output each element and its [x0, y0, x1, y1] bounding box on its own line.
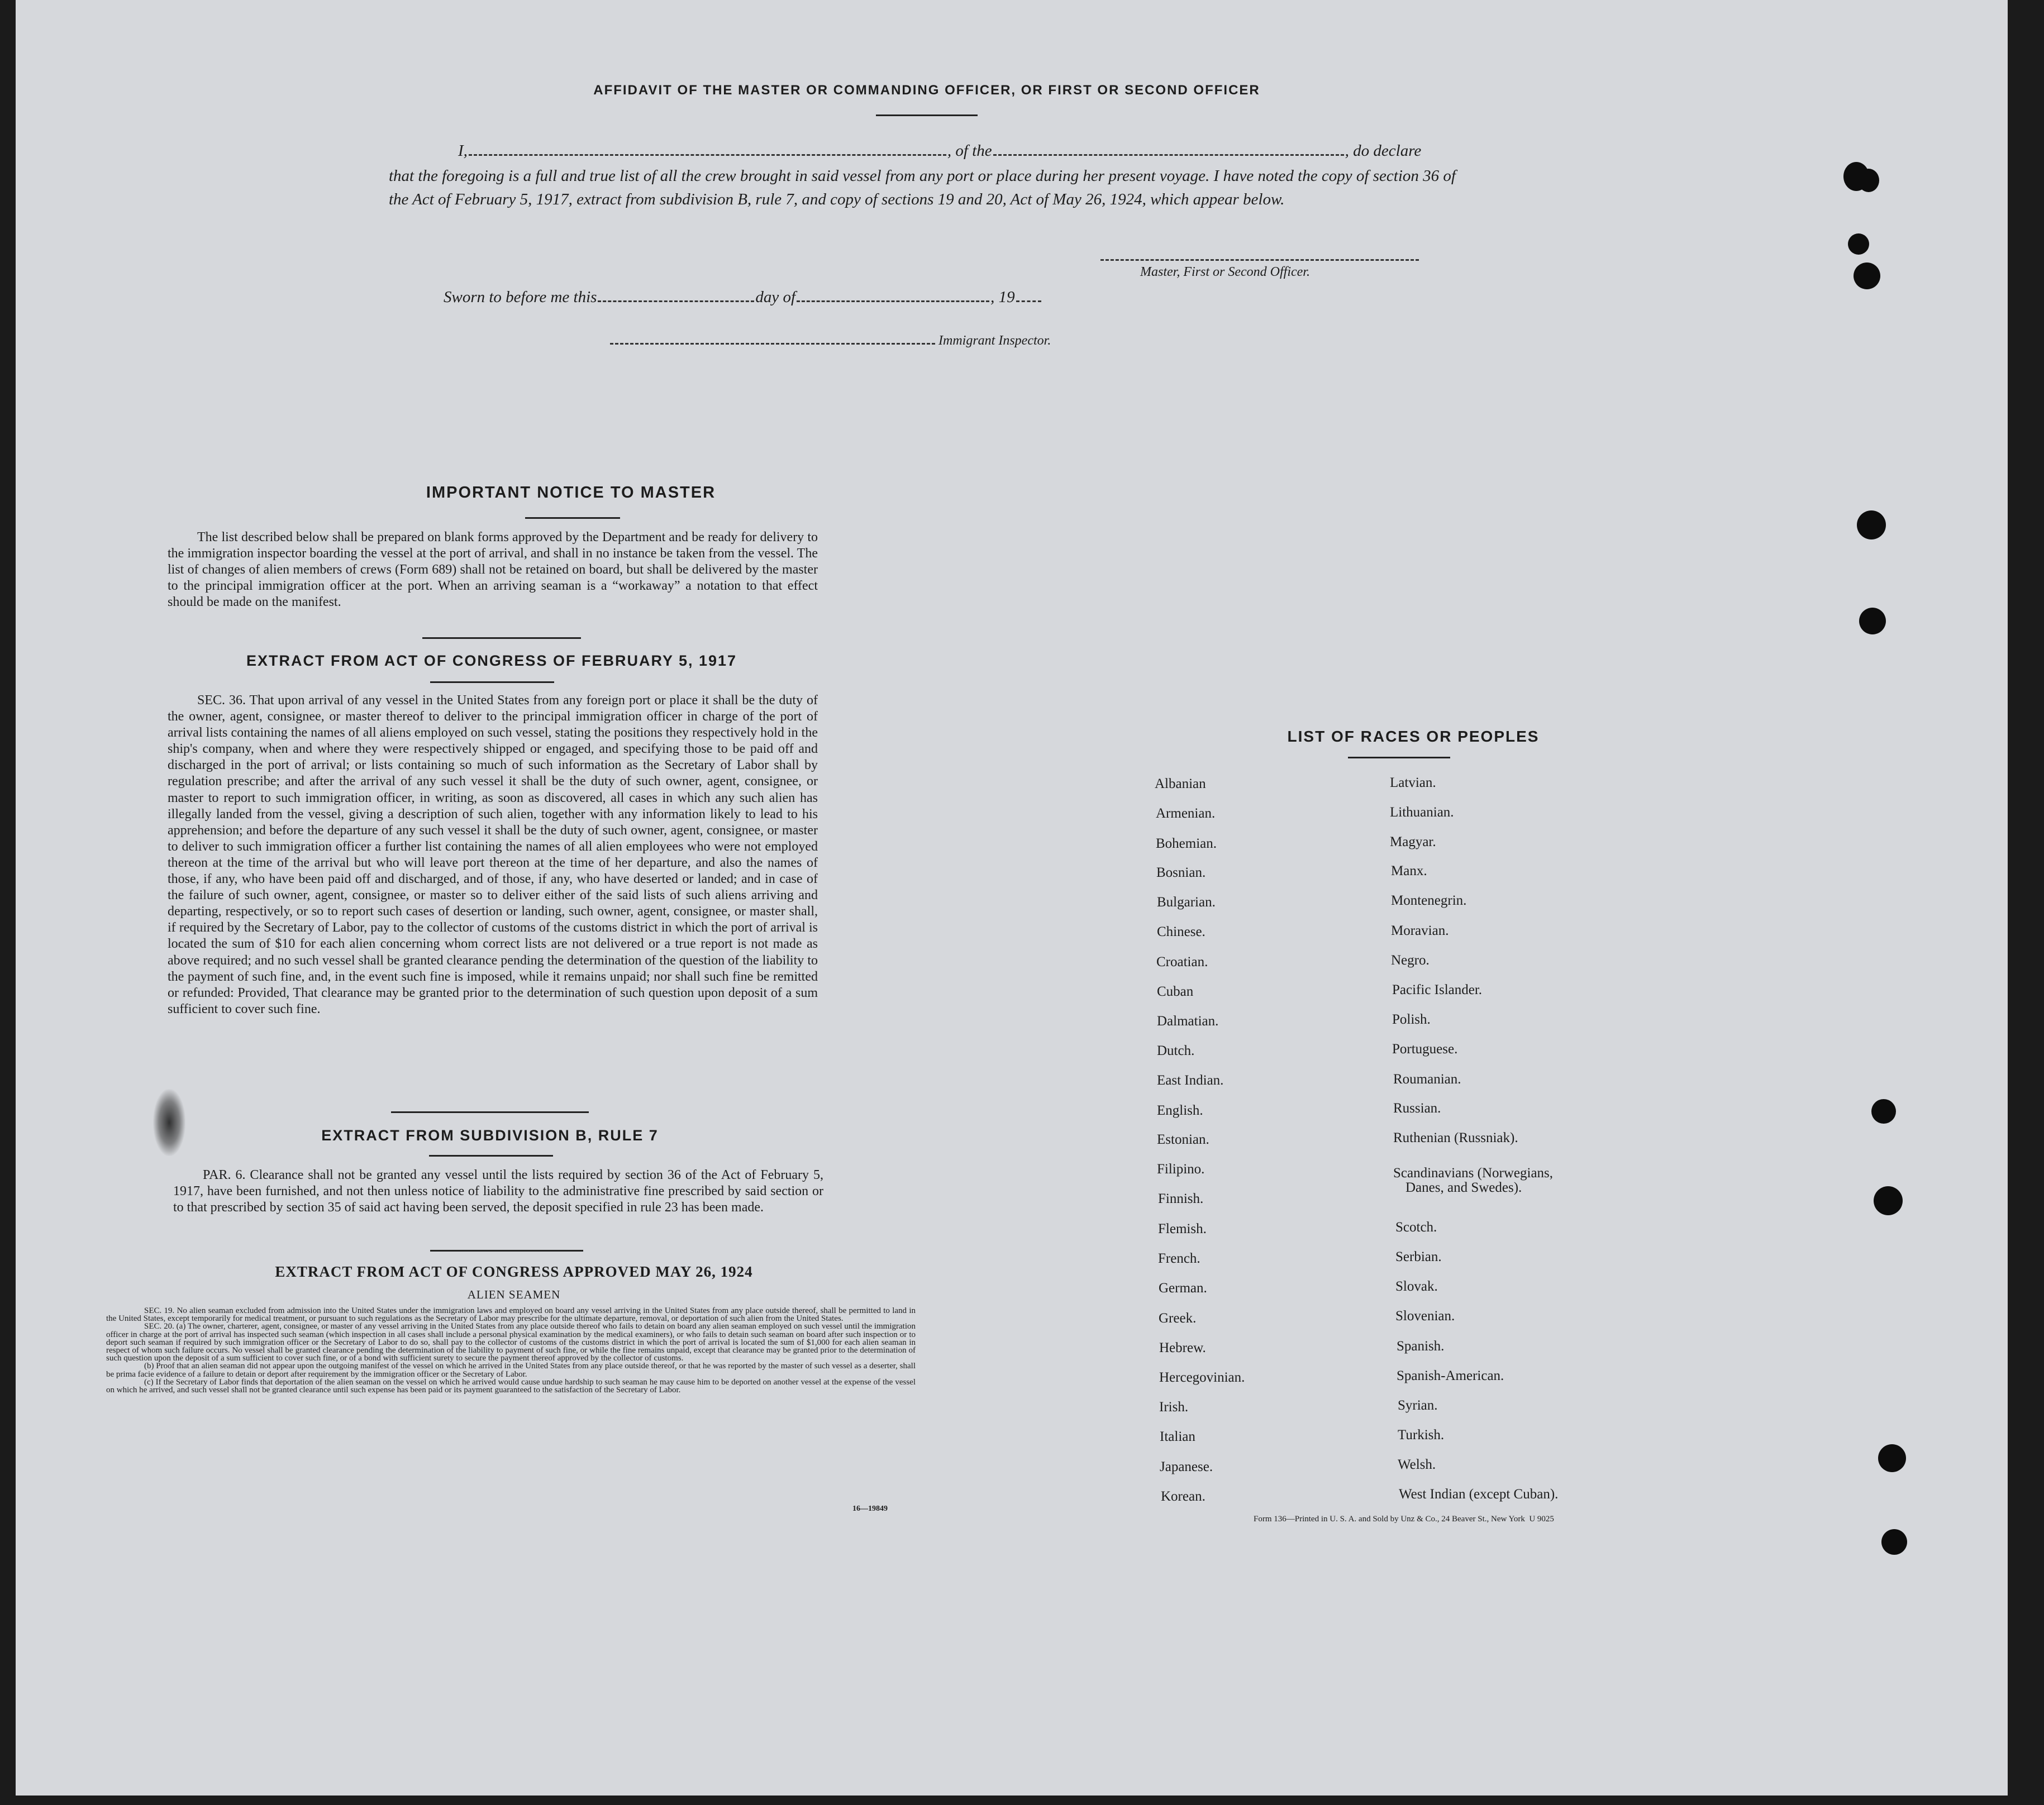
race-item: Scotch.	[1395, 1220, 1437, 1235]
punch-hole	[1881, 1529, 1907, 1555]
extract-1917-rule	[430, 681, 554, 683]
affidavit-i-label: I,	[458, 142, 468, 160]
punch-hole	[1871, 1099, 1896, 1124]
race-item: Hebrew.	[1159, 1340, 1206, 1355]
race-item: Dalmatian.	[1157, 1014, 1219, 1029]
race-item: Welsh.	[1398, 1457, 1436, 1472]
affidavit-declare-label: , do declare	[1345, 142, 1422, 160]
extract-1917-body: SEC. 36. That upon arrival of any vessel in the United States from any foreign port or place it shall be the duty of the owner, agent, consignee, or master thereof to deliver to the principal immigration officer in charge of the port of arrival lists containing the names of all aliens employed on such vessel, stating the positions they respectively hold in the ship's company, when and where they were respectively shipped or engaged, and specifying those to be paid off and discharged in the port of arrival; or lists containing so much of such information as the Secretary of Labor shall by regulation prescribe; and after the arrival of any such vessel it shall be the duty of such owner, agent, consignee, or master to report to such immigration officer, in writing, as soon as discovered, all cases in which any such alien has illegally landed from the vessel, giving a description of such alien, together with any information likely to lead to his apprehension; and before the departure of any such vessel it shall be the duty of such owner, agent, consignee, or master to deliver to such immigration officer a further list containing the names of all alien employees who were not employed thereon at the time of the arrival but who will leave port thereon at the time of her departure, and also the names of those, if any, who have been paid off and discharged, and of those, if any, who have deserted or landed; and in case of the failure of such owner, agent, consignee, or master so to deliver either of the said lists of such aliens arriving and departing, respectively, or so to report such cases of desertion or landing, such owner, agent, consignee, or master shall, if required by the Secretary of Labor, pay to the collector of customs of the customs district in which the port of arrival is located the sum of $10 for each alien concerning whom correct lists are not delivered or a true report is not made as above required; and no such vessel shall be granted clearance pending the determination of the question of the liability to the payment of such fine, and, in the event such fine is imposed, while it remains unpaid; nor shall such fine be remitted or refunded: Provided, That clearance may be granted prior to the determination of such question upon deposit of a sum sufficient to cover such fine.	[168, 693, 818, 1016]
affidavit-body: that the foregoing is a full and true list of all the crew brought in said vessel from any port or place during her present voyage. I have noted the copy of section 36 of the Act of February 5, 1917, extract from subdivision B, rule 7, and copy of sections 19 and 20, Act of May 26, 1924, which appear below.	[389, 167, 1456, 208]
extract-1924-body	[106, 1307, 916, 1394]
printer-line	[1254, 1515, 1554, 1524]
race-item: Latvian.	[1390, 775, 1436, 790]
rule7-title: EXTRACT FROM SUBDIVISION B, RULE 7	[321, 1127, 659, 1144]
race-item: East Indian.	[1157, 1073, 1224, 1088]
year-blank	[1016, 300, 1041, 302]
inspector-caption: Immigrant Inspector.	[938, 333, 1051, 348]
race-item: Irish.	[1159, 1400, 1189, 1415]
punch-hole	[1874, 1186, 1903, 1215]
race-item: German.	[1159, 1281, 1207, 1296]
race-item: Portuguese.	[1392, 1042, 1458, 1057]
race-item: French.	[1158, 1251, 1200, 1266]
sworn-year-label: , 19	[990, 288, 1015, 306]
punch-hole	[1854, 262, 1880, 289]
race-item: Bulgarian.	[1157, 895, 1216, 910]
race-item: West Indian (except Cuban).	[1399, 1487, 1559, 1502]
inspector-line	[610, 343, 935, 345]
extract-1924-title: EXTRACT FROM ACT OF CONGRESS APPROVED MAY 26, 1924	[275, 1263, 753, 1280]
notice-rule	[525, 517, 620, 519]
race-item: Korean.	[1161, 1489, 1206, 1504]
race-item: Negro.	[1391, 953, 1430, 968]
title-rule	[876, 114, 978, 116]
punch-hole	[1857, 510, 1886, 539]
race-item: Polish.	[1392, 1012, 1431, 1027]
sec20c-text: (c) If the Secretary of Labor finds that deportation of the alien seaman on the vessel on which he arrived would cause undue hardship to such seaman he may cause him to be deported on another vessel at the expense of the vessel on which he arrived, and such vessel shall not be granted clearance until such expense has been paid or its payment guaranteed to the satisfaction of the Secretary of Labor.	[106, 1377, 916, 1395]
race-item: Slovak.	[1395, 1279, 1438, 1294]
race-item: Cuban	[1157, 984, 1194, 999]
document-page	[16, 0, 2008, 1796]
day-blank	[598, 300, 754, 302]
sec19-text: SEC. 19. No alien seaman excluded from admission into the United States under the immigration laws and employed on board any vessel arriving in the United States from any place outside thereof, shall be permitted to land in the United States, except temporarily for medical treatment, or pursuant to such regulations as the Secretary of Labor may prescribe for the ultimate departure, removal, or deportation of such alien from the United States.	[106, 1306, 916, 1324]
race-item: Finnish.	[1158, 1191, 1204, 1206]
race-item: Croatian.	[1156, 954, 1208, 970]
race-item: Russian.	[1393, 1101, 1441, 1116]
notice-bottom-rule	[422, 637, 581, 639]
rule7-bottom-rule	[430, 1250, 583, 1252]
race-item: Montenegrin.	[1391, 893, 1467, 908]
race-item: Greek.	[1159, 1311, 1197, 1326]
signature-line	[1100, 259, 1419, 261]
signature-caption: Master, First or Second Officer.	[1140, 265, 1310, 279]
race-item: Pacific Islander.	[1392, 982, 1483, 997]
race-item: Filipino.	[1157, 1162, 1205, 1177]
race-item: Spanish-American.	[1397, 1368, 1504, 1383]
name-blank	[469, 154, 946, 156]
notice-body: The list described below shall be prepared on blank forms approved by the Department and be ready for delivery to the immigration inspector boarding the vessel at the port of arrival, and shall in no instance be taken from the vessel. The list of changes of alien members of crews (Form 689) shall not be retained on board, but shall be delivered by the master to the principal immigration officer at the port. When an arriving seaman is a “workaway” a notation to that effect should be made on the manifest.	[168, 530, 818, 609]
sec20a-text: SEC. 20. (a) The owner, charterer, agent, consignee, or master of any vessel arriving in the United States from any place outside thereof who fails to detain on board any alien seaman employed on such vessel until the immigration officer in charge at the port of arrival has inspected such seaman (which inspection in all cases shall include a personal physical examination by the medical examiners), or who fails to detain such seaman on board after such inspection or to deport such seaman if required by such immigration officer or the Secretary of Labor to do so, shall pay to the collector of customs of the customs district in which the port of arrival is located the sum of $1,000 for each alien seaman in respect of whom such failure occurs. No vessel shall be granted clearance pending the determination of the liability to payment of such fine, or while the fine remains unpaid, except that clearance may be granted prior to the determination of such question upon the deposit of a sum sufficient to cover such fine, or of a bond with sufficient surety to secure the payment thereof approved by the collector of customs.	[106, 1322, 916, 1363]
race-item: Manx.	[1391, 863, 1427, 878]
race-item: Spanish.	[1397, 1339, 1445, 1354]
race-item: Danes, and Swedes).	[1405, 1180, 1522, 1195]
race-item: Flemish.	[1158, 1221, 1207, 1236]
extract-1924-subtitle: ALIEN SEAMEN	[467, 1288, 561, 1301]
race-item: Ruthenian (Russniak).	[1393, 1130, 1518, 1145]
race-item: Serbian.	[1395, 1249, 1442, 1264]
race-item: Estonian.	[1157, 1132, 1209, 1147]
punch-hole	[1859, 608, 1886, 634]
race-item: Scandinavians (Norwegians,	[1393, 1166, 1554, 1181]
month-blank	[797, 300, 989, 302]
race-item: Magyar.	[1390, 834, 1436, 849]
affidavit-line1	[458, 142, 1575, 160]
race-item: Bosnian.	[1156, 865, 1206, 880]
races-rule	[1348, 757, 1450, 758]
punch-hole	[1848, 233, 1869, 255]
races-title: LIST OF RACES OR PEOPLES	[1287, 728, 1540, 745]
punch-hole	[1878, 1444, 1906, 1472]
race-item: Italian	[1160, 1429, 1195, 1444]
extract-1917-title: EXTRACT FROM ACT OF CONGRESS OF FEBRUARY 5, 1917	[246, 652, 737, 669]
race-item: Moravian.	[1391, 923, 1449, 938]
race-item: Hercegovinian.	[1159, 1370, 1245, 1385]
sec20b-text: (b) Proof that an alien seaman did not appear upon the outgoing manifest of the vessel on which he arrived in the United States from any place outside thereof, or that he was reported by the master of such vessel as a deserter, shall be prima facie evidence of a failure to detain or deport after requirement by the immigration officer or the Secretary of Labor.	[106, 1362, 916, 1379]
race-item: Roumanian.	[1393, 1072, 1461, 1087]
form-number: 16—19849	[852, 1505, 888, 1513]
race-item: Slovenian.	[1395, 1309, 1455, 1324]
race-item: Turkish.	[1398, 1427, 1445, 1443]
notice-title: IMPORTANT NOTICE TO MASTER	[426, 484, 716, 502]
race-item: Armenian.	[1156, 806, 1216, 821]
vessel-blank	[993, 154, 1344, 156]
race-item: English.	[1157, 1103, 1203, 1118]
punch-hole	[1858, 169, 1879, 192]
race-item: Lithuanian.	[1390, 805, 1454, 820]
race-item: Dutch.	[1157, 1043, 1195, 1058]
printer-text: Form 136—Printed in U. S. A. and Sold by Unz & Co., 24 Beaver St., New York	[1254, 1515, 1525, 1524]
sworn-day-label: day of	[755, 288, 796, 306]
extract-1917-bottom-rule	[391, 1111, 589, 1113]
sworn-line	[444, 288, 1042, 307]
rule7-rule	[429, 1155, 553, 1157]
race-item: Albanian	[1155, 776, 1206, 791]
race-item: Chinese.	[1157, 924, 1206, 939]
rule7-body: PAR. 6. Clearance shall not be granted any vessel until the lists required by section 36 of the Act of February 5, 1917, have been furnished, and not then unless notice of liability to the administrative fine prescribed by said section or to that prescribed by section 35 of said act having been served, the deposit specified in rule 23 has been made.	[173, 1168, 823, 1215]
sworn-prefix: Sworn to before me this	[444, 288, 597, 306]
affidavit-title: AFFIDAVIT OF THE MASTER OR COMMANDING OFFICER, OR FIRST OR SECOND OFFICER	[593, 83, 1260, 98]
race-item: Syrian.	[1398, 1398, 1438, 1413]
race-item: Japanese.	[1160, 1459, 1213, 1474]
form-code: U 9025	[1529, 1515, 1554, 1524]
ink-stain	[153, 1089, 185, 1156]
race-item: Bohemian.	[1156, 836, 1217, 851]
affidavit-of-the-label: , of the	[947, 142, 992, 160]
